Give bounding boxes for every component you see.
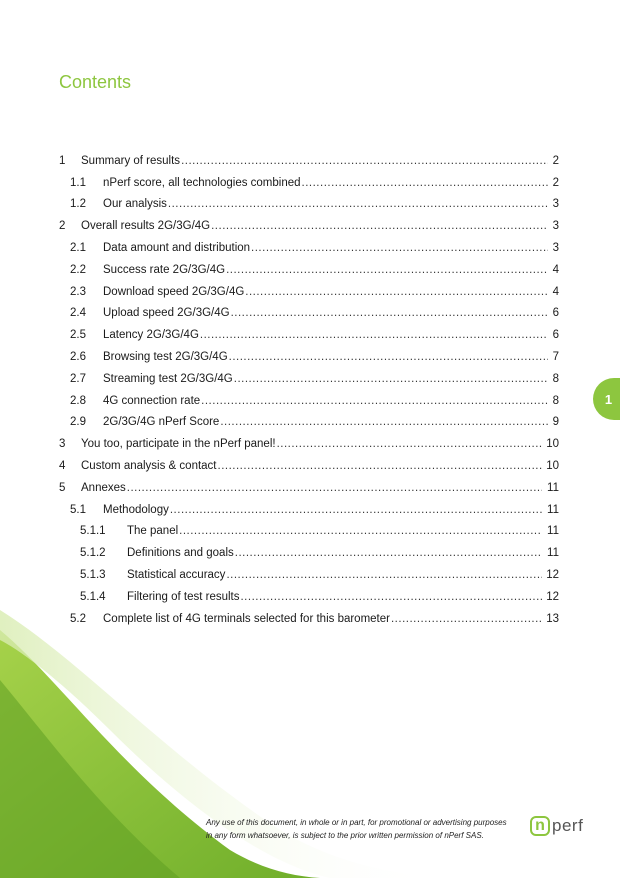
toc-entry-page: 13 [546,612,559,625]
toc-leader-dots [220,416,548,428]
toc-entry-number: 1.1 [70,176,86,189]
toc-entry-number: 2.6 [70,351,86,364]
toc-entry-page: 9 [552,416,559,429]
toc-entry-number: 5.2 [70,612,86,625]
toc-entry-title: 2G/3G/4G nPerf Score [103,416,220,429]
toc-entry-number: 2.2 [70,263,86,276]
toc-entry-title: Filtering of test results [127,590,240,603]
toc-leader-dots [168,198,548,210]
toc-leader-dots [231,307,548,319]
footer-line-2: in any form whatsoever, is subject to the prior written permission of nPerf SAS. [206,831,484,840]
toc-entry[interactable] [59,390,559,412]
toc-entry-number: 5.1 [70,503,86,516]
toc-leader-dots [245,286,548,298]
toc-leader-dots [251,242,548,254]
toc-entry-title: You too, participate in the nPerf panel! [81,438,276,451]
toc-entry-title: Our analysis [103,198,167,211]
toc-entry[interactable] [59,150,559,172]
toc-entry-number: 5 [59,481,66,494]
toc-entry-title: Success rate 2G/3G/4G [103,263,226,276]
toc-entry-page: 8 [552,372,559,385]
toc-entry-number: 3 [59,438,66,451]
footer-line-1: Any use of this document, in whole or in part, for promotional or advertising purposes [206,818,507,827]
toc-entry-number: 5.1.4 [80,590,106,603]
toc-entry[interactable] [59,303,559,325]
toc-entry-number: 2 [59,220,66,233]
toc-entry-title: Upload speed 2G/3G/4G [103,307,230,320]
toc-entry[interactable] [59,477,559,499]
toc-entry-title: Annexes [81,481,126,494]
toc-entry[interactable] [59,542,559,564]
toc-entry-title: Download speed 2G/3G/4G [103,285,245,298]
toc-entry-page: 10 [546,460,559,473]
toc-entry[interactable] [59,368,559,390]
toc-entry[interactable] [59,346,559,368]
table-of-contents [59,150,559,630]
toc-entry-title: Browsing test 2G/3G/4G [103,351,228,364]
toc-entry-number: 2.4 [70,307,86,320]
toc-entry-number: 5.1.2 [80,547,106,560]
toc-entry-page: 3 [552,198,559,211]
toc-entry-title: Latency 2G/3G/4G [103,329,199,342]
toc-entry[interactable] [59,194,559,216]
toc-leader-dots [235,547,542,559]
toc-leader-dots [226,264,548,276]
toc-entry[interactable] [59,281,559,303]
toc-leader-dots [302,177,548,189]
toc-entry-page: 3 [552,242,559,255]
nperf-logo [530,813,602,839]
toc-entry-page: 11 [547,503,559,516]
toc-leader-dots [226,569,542,581]
toc-entry[interactable] [59,499,559,521]
toc-entry[interactable] [59,455,559,477]
toc-entry-page: 12 [546,569,559,582]
toc-leader-dots [127,482,542,494]
toc-leader-dots [277,438,542,450]
toc-leader-dots [200,329,548,341]
toc-leader-dots [181,155,548,167]
toc-entry-number: 2.7 [70,372,86,385]
toc-leader-dots [234,373,548,385]
toc-entry-title: Custom analysis & contact [81,460,217,473]
toc-entry-page: 6 [552,329,559,342]
toc-entry-number: 2.5 [70,329,86,342]
toc-entry-page: 11 [547,525,559,538]
toc-entry-number: 2.9 [70,416,86,429]
toc-entry[interactable] [59,521,559,543]
toc-entry-title: Streaming test 2G/3G/4G [103,372,233,385]
toc-entry-page: 4 [552,285,559,298]
toc-entry-page: 11 [547,547,559,560]
toc-entry-title: Data amount and distribution [103,242,251,255]
toc-entry[interactable] [59,237,559,259]
toc-entry-page: 7 [552,351,559,364]
toc-entry[interactable] [59,564,559,586]
toc-entry-page: 10 [546,438,559,451]
toc-entry-page: 12 [546,590,559,603]
toc-entry-number: 1.2 [70,198,86,211]
toc-leader-dots [211,220,548,232]
toc-entry-number: 4 [59,460,66,473]
toc-entry-page: 8 [552,394,559,407]
toc-entry-page: 6 [552,307,559,320]
toc-entry[interactable] [59,412,559,434]
toc-entry-page: 11 [547,481,559,494]
toc-entry-title: nPerf score, all technologies combined [103,176,301,189]
toc-entry-page: 2 [552,176,559,189]
toc-entry[interactable] [59,259,559,281]
toc-entry-page: 2 [552,154,559,167]
toc-entry-number: 2.1 [70,242,86,255]
page-title: Contents [59,72,132,92]
toc-entry-number: 5.1.1 [80,525,106,538]
toc-entry[interactable] [59,433,559,455]
logo-n-mark: n [530,816,550,836]
toc-leader-dots [170,504,542,516]
toc-entry-title: Summary of results [81,154,181,167]
toc-entry-title: Definitions and goals [127,547,234,560]
toc-entry-page: 4 [552,263,559,276]
toc-entry-number: 2.8 [70,394,86,407]
toc-entry-title: Complete list of 4G terminals selected for this barometer [103,612,390,625]
toc-entry-page: 3 [552,220,559,233]
toc-entry-title: Overall results 2G/3G/4G [81,220,211,233]
toc-leader-dots [229,351,548,363]
toc-entry[interactable] [59,324,559,346]
logo-wordmark: perf [552,816,584,835]
footer-disclaimer [206,816,526,842]
toc-entry[interactable] [59,215,559,237]
toc-entry-number: 2.3 [70,285,86,298]
toc-leader-dots [218,460,542,472]
toc-leader-dots [201,395,548,407]
toc-entry[interactable] [59,172,559,194]
toc-entry-number: 1 [59,154,66,167]
chapter-tab: 1 [593,378,620,420]
toc-leader-dots [179,525,542,537]
toc-entry-number: 5.1.3 [80,569,106,582]
toc-entry-title: Methodology [103,503,169,516]
toc-entry-title: Statistical accuracy [127,569,226,582]
toc-entry-title: The panel [127,525,179,538]
toc-entry-title: 4G connection rate [103,394,201,407]
